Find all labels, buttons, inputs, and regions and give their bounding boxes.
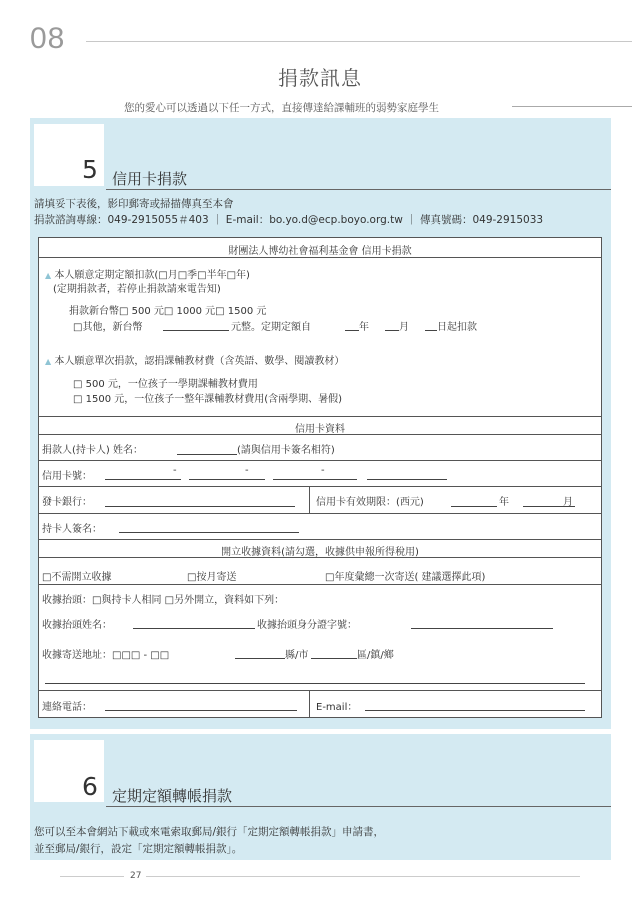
triangle-bullet-icon: ▲ <box>45 357 52 366</box>
periodic-other-mid: 元整。定期定額自 <box>231 322 311 333</box>
periodic-amount-options[interactable]: 捐款新台幣□ 500 元□ 1000 元□ 1500 元 <box>69 306 267 317</box>
header-rule <box>86 41 632 42</box>
receipt-title-line[interactable]: 收據抬頭：□與持卡人相同 □另外開立，資料如下列： <box>42 595 285 606</box>
periodic-line-2: (定期捐款者，若停止捐款請來電告知) <box>53 284 221 295</box>
card-number-dash: - <box>173 465 177 476</box>
district-field[interactable] <box>311 658 357 659</box>
donor-name-note: (請與信用卡簽名相符) <box>237 445 335 456</box>
section-5-rule <box>106 189 611 190</box>
single-option-500[interactable]: □ 500 元，一位孩子一學期課輔教材費用 <box>73 379 258 390</box>
signature-label: 持卡人簽名： <box>42 524 102 535</box>
row-divider <box>39 539 601 540</box>
credit-card-form <box>38 237 602 718</box>
single-option-1500[interactable]: □ 1500 元，一位孩子一整年課輔教材費用(含兩學期、暑假) <box>73 394 343 405</box>
start-day-field[interactable] <box>425 330 437 331</box>
card-info-header: 信用卡資料 <box>295 424 345 435</box>
section-6-number: 6 <box>82 772 98 801</box>
section-6-rule <box>106 806 611 807</box>
section-6-panel <box>30 734 611 860</box>
receipt-info-header: 開立收據資料(請勾選，收據供申報所得稅用) <box>221 547 419 558</box>
phone-field[interactable] <box>105 710 297 711</box>
receipt-address-label: 收據寄送地址：□□□ - □□ <box>42 650 170 661</box>
row-divider <box>39 257 601 258</box>
section-5-instruction: 請填妥下表後，影印郵寄或掃描傳真至本會 <box>34 198 234 210</box>
other-amount-field[interactable] <box>163 330 229 331</box>
expiry-year-label: 年 <box>499 497 509 508</box>
page-title: 捐款訊息 <box>278 66 362 90</box>
district-label: 區/鎮/鄉 <box>357 650 394 661</box>
row-divider <box>39 460 601 461</box>
phone-label: 連絡電話： <box>42 702 92 713</box>
start-month-label: 月 <box>399 322 409 333</box>
section-5-number: 5 <box>82 155 98 184</box>
signature-field[interactable] <box>119 532 299 533</box>
section-6-line-1: 您可以至本會網站下載或來電索取郵局/銀行「定期定額轉帳捐款」申請書， <box>34 826 385 838</box>
start-month-field[interactable] <box>385 330 399 331</box>
single-donation-text: 本人願意單次捐款，認捐課輔教材費（含英語、數學、閱讀教材） <box>54 356 345 367</box>
receipt-id-label: 收據抬頭身分證字號： <box>257 620 357 631</box>
receipt-option-none[interactable]: □不需開立收據 <box>42 572 112 583</box>
receipt-option-yearly[interactable]: □年度彙總一次寄送( 建議選擇此項) <box>325 572 486 583</box>
start-day-label: 日起扣款 <box>437 322 477 333</box>
periodic-line-1 <box>45 266 250 281</box>
column-divider <box>309 486 310 513</box>
county-field[interactable] <box>235 658 285 659</box>
issuing-bank-label: 發卡銀行： <box>42 497 92 508</box>
chapter-number: 08 <box>30 22 66 55</box>
periodic-option-text: 本人願意定期定額扣款(□月□季□半年□年) <box>54 270 250 281</box>
row-divider <box>39 584 601 585</box>
receipt-option-monthly[interactable]: □按月寄送 <box>187 572 237 583</box>
county-label: 縣/市 <box>285 650 309 661</box>
section-6-line-2: 並至郵局/銀行，設定「定期定額轉帳捐款」。 <box>34 843 243 855</box>
card-number-dash: - <box>321 465 325 476</box>
donor-name-field[interactable] <box>177 454 237 455</box>
expiry-month-label: 月 <box>563 497 573 508</box>
donor-name-label: 捐款人(持卡人) 姓名： <box>42 445 143 456</box>
expiry-label: 信用卡有效期限：(西元) <box>316 497 424 508</box>
email-label: E-mail： <box>316 702 358 713</box>
receipt-name-field[interactable] <box>133 628 255 629</box>
email-field[interactable] <box>365 710 585 711</box>
expiry-year-field[interactable] <box>451 506 497 507</box>
card-number-label: 信用卡號： <box>42 471 92 482</box>
footer-page-number: 27 <box>130 871 142 881</box>
periodic-other-prefix[interactable]: □其他，新台幣 <box>73 322 143 333</box>
address-line-field[interactable] <box>45 683 585 684</box>
card-number-part-2[interactable] <box>189 479 265 480</box>
row-divider <box>39 690 601 691</box>
row-divider <box>39 557 601 558</box>
triangle-bullet-icon: ▲ <box>45 271 52 280</box>
card-number-dash: - <box>245 465 249 476</box>
section-5-contact: 捐款諮詢專線：049-2915055＃403 ｜ E-mail：bo.yo.d@ecp.boyo.org.tw ｜ 傳真號碼：049-2915033 <box>34 214 544 226</box>
issuing-bank-field[interactable] <box>105 506 295 507</box>
start-year-field[interactable] <box>345 330 359 331</box>
card-number-part-4[interactable] <box>367 479 447 480</box>
row-divider <box>39 486 601 487</box>
section-5-title: 信用卡捐款 <box>112 170 188 188</box>
receipt-name-label: 收據抬頭姓名： <box>42 620 112 631</box>
column-divider <box>309 690 310 718</box>
row-divider <box>39 513 601 514</box>
page-subtitle: 您的愛心可以透過以下任一方式，直接傳達給課輔班的弱勢家庭學生 <box>124 102 439 114</box>
receipt-id-field[interactable] <box>411 628 553 629</box>
form-org-title: 財團法人博幼社會福利基金會 信用卡捐款 <box>228 246 412 257</box>
start-year-label: 年 <box>359 322 369 333</box>
single-donation-line <box>45 352 344 367</box>
row-divider <box>39 416 601 417</box>
card-number-part-1[interactable] <box>105 479 181 480</box>
subtitle-rule <box>512 106 632 107</box>
section-6-title: 定期定額轉帳捐款 <box>112 787 233 805</box>
card-number-part-3[interactable] <box>273 479 357 480</box>
row-divider <box>39 434 601 435</box>
